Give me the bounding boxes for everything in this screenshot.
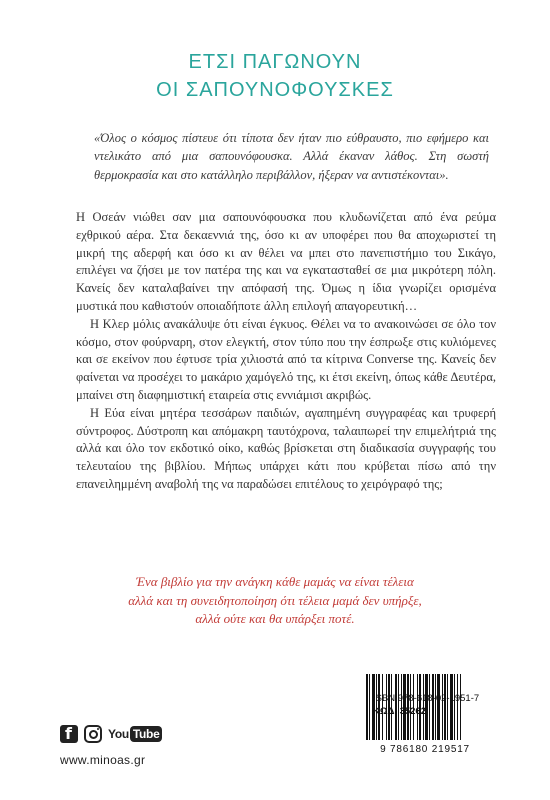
barcode-bar [450,674,453,740]
youtube-icon[interactable] [108,726,162,742]
tagline-line-3: αλλά ούτε και θα υπάρξει ποτέ. [195,611,355,626]
youtube-you-text: You [108,727,129,741]
isbn-number: ISBN 978-618-02-1951-7 [373,693,480,704]
barcode-digits: 9 786180 219517 [380,744,470,755]
barcode-bar [366,674,368,740]
synopsis [76,209,496,494]
social-links [60,723,162,745]
book-title-line-1: ΕΤΣΙ ΠΑΓΩΝΟΥΝ [188,51,362,73]
barcode-bar [435,674,436,740]
facebook-icon[interactable] [60,725,78,743]
instagram-icon[interactable] [84,725,102,743]
barcode-bar [369,674,370,740]
barcode-bar [444,674,446,740]
tagline-line-1: Ένα βιβλίο για την ανάγκη κάθε μαμάς να είναι τέλεια [136,574,414,589]
barcode-area [360,664,490,774]
tagline-line-2: αλλά και τη συνειδητοποίηση ότι τέλεια μαμά δεν υπήρξε, [128,592,422,608]
epigraph-quote: «Όλος ο κόσμος πίστευε ότι τίποτα δεν ήταν πιο εύθραυστο, πιο εφήμερο και ντελικάτο από μια σαπουνόφουσκα. Αλλά έκαναν λάθος. Στη σωστή θερμοκρασία και στο κατάλληλο περιβάλλον, ήξεραν να αντιστέκονται». [94,131,489,182]
product-code: ΚΩΔ. 35262 [373,706,427,717]
barcode-bar [457,674,458,740]
barcode-bar [454,674,455,740]
barcode-bar [447,674,448,740]
youtube-tube-text: Tube [130,726,163,742]
barcode-bar [460,674,461,740]
synopsis-paragraph-claire: Η Κλερ μόλις ανακάλυψε ότι είναι έγκυος. Θέλει να το ανακοινώσει σε όλο τον κόσμο, στον φούρναρη, στον ελεγκτή, στον τύπο που την έσπρωξε στις κυλιόμενες και σε εκείνον που έφτυσε τρία χιλιοστά από τα κίτρινα Converse της. Κανείς δεν φαίνεται να προσέχει το μακάριο χαμόγελό της, κι έτσι εκείνη, όπως κάθε Δευτέρα, μπαίνει στη διαφημιστική εταιρεία στις εννιάμισι ακριβώς. [76,316,496,402]
book-title-line-2: ΟΙ ΣΑΠΟΥΝΟΦΟΥΣΚΕΣ [156,79,394,101]
publisher-website[interactable]: www.minoas.gr [60,753,146,767]
barcode-bar [429,674,430,740]
tagline [60,573,490,629]
synopsis-paragraph-oceane: Η Οσεάν νιώθει σαν μια σαπουνόφουσκα που κλυδωνίζεται από ένα ρεύμα εχθρικού αέρα. Στα δεκαεννιά της, όσο κι αν υποφέρει που θα αποχωριστεί τη μικρή της αδερφή και όσο κι αν θέλει να μπει στο πανεπιστήμιο του Σικάγο, επιλέγει να ζήσει με τον πατέρα της και να εγκατασταθεί σε μια μικρότερη πόλη. Κανείς δεν καταλαβαίνει την απόφασή της. Όμως η ίδια γνωρίζει ορισμένα μυστικά που καθιστούν οποιαδήποτε άλλη επιλογή απαγορευτική… [76,210,496,313]
book-title [0,48,550,104]
barcode-bar [442,674,443,740]
barcode-bar [432,674,434,740]
synopsis-paragraph-eva: Η Εύα είναι μητέρα τεσσάρων παιδιών, αγαπημένη συγγραφέας και τρυφερή σύντροφος. Δύστροπη και απόμακρη ταυτόχρονα, ταλαιπωρεί την επιμελήτριά της αλλά και όλο τον εκδοτικό οίκο, καθώς βρίσκεται στη διαδικασία συγγραφής του τελευταίου της βιβλίου. Μήπως υπάρχει κάτι που κρύβεται πίσω από την επανειλημμένη αναβολή της να παραδώσει επιτέλους το χειρόγραφό της; [76,405,496,491]
barcode-bar [437,674,440,740]
